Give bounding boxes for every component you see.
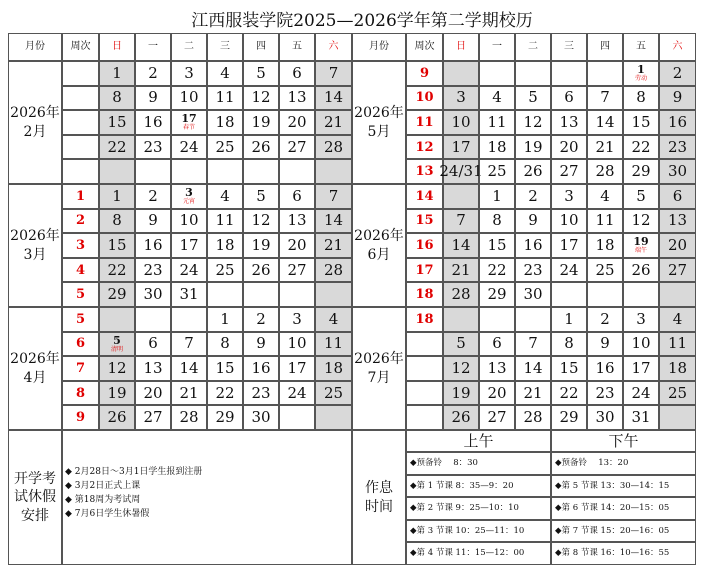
header-2: 日 [99, 33, 135, 61]
day-cell: 15 [551, 356, 587, 381]
day-cell: 26 [443, 405, 479, 430]
day-cell: 18 [207, 233, 243, 258]
day-cell: 31 [623, 405, 659, 430]
day-cell: 6 [551, 86, 587, 111]
day-cell [551, 282, 587, 307]
header-7: 五 [623, 33, 659, 61]
day-cell: 1 [207, 307, 243, 332]
day-cell: 27 [659, 258, 696, 283]
day-cell: 9 [587, 332, 623, 357]
header-1: 周次 [406, 33, 443, 61]
day-cell [659, 282, 696, 307]
day-cell: 12 [99, 356, 135, 381]
day-cell: 11 [207, 209, 243, 234]
day-cell: 10 [171, 86, 207, 111]
day-cell: 19 [515, 135, 551, 160]
page-title: 江西服装学院2025—2026学年第二学期校历 [191, 11, 533, 31]
day-cell: 29 [479, 282, 515, 307]
day-cell: 14 [587, 110, 623, 135]
day-cell: 4 [207, 61, 243, 86]
week-number: 13 [406, 159, 443, 184]
day-cell [279, 282, 315, 307]
header-6: 四 [243, 33, 279, 61]
month-label: 2026年 3月 [8, 184, 62, 307]
day-cell: 7 [315, 184, 352, 209]
day-cell: 18 [315, 356, 352, 381]
day-cell: 3 [279, 307, 315, 332]
day-cell: 24 [171, 135, 207, 160]
day-cell [623, 282, 659, 307]
header-5: 三 [551, 33, 587, 61]
header-1: 周次 [62, 33, 99, 61]
day-cell: 25 [207, 135, 243, 160]
day-cell: 4 [587, 184, 623, 209]
day-cell: 14 [315, 86, 352, 111]
week-number [406, 332, 443, 357]
day-cell: 13 [659, 209, 696, 234]
day-cell: 11 [479, 110, 515, 135]
schedule-morning-item: ◆第 4 节课 11：15—12：00 [406, 542, 551, 565]
day-cell: 21 [315, 233, 352, 258]
day-cell: 16 [135, 110, 171, 135]
day-cell: 22 [479, 258, 515, 283]
week-number: 17 [406, 258, 443, 283]
day-cell: 10 [551, 209, 587, 234]
day-cell: 8 [479, 209, 515, 234]
day-cell [443, 61, 479, 86]
schedule-afternoon-item: ◆第 5 节课 13：30—14：15 [551, 475, 696, 498]
header-0: 月份 [8, 33, 62, 61]
day-cell [135, 307, 171, 332]
header-3: 一 [135, 33, 171, 61]
day-cell [171, 159, 207, 184]
day-cell: 22 [99, 258, 135, 283]
day-cell: 26 [243, 135, 279, 160]
schedule-afternoon-item: ◆第 7 节课 15：20—16：05 [551, 520, 696, 543]
week-number: 2 [62, 209, 99, 234]
day-cell: 15 [99, 233, 135, 258]
day-cell: 7 [587, 86, 623, 111]
day-cell: 10 [171, 209, 207, 234]
day-cell: 6 [479, 332, 515, 357]
header-8: 六 [315, 33, 352, 61]
day-cell: 4 [479, 86, 515, 111]
day-cell [207, 159, 243, 184]
week-number: 3 [62, 233, 99, 258]
day-cell: 5 [243, 184, 279, 209]
day-cell: 19 [243, 110, 279, 135]
day-cell: 30 [135, 282, 171, 307]
day-cell: 13 [551, 110, 587, 135]
header-7: 五 [279, 33, 315, 61]
day-cell: 22 [551, 381, 587, 406]
day-cell: 15 [99, 110, 135, 135]
day-cell: 29 [207, 405, 243, 430]
note-item: ◆ 第18周为考试周 [65, 493, 351, 507]
month-label: 2026年 4月 [8, 307, 62, 430]
week-number: 12 [406, 135, 443, 160]
day-cell: 21 [587, 135, 623, 160]
day-cell: 28 [515, 405, 551, 430]
day-cell: 1 [551, 307, 587, 332]
day-cell: 6 [659, 184, 696, 209]
day-cell [443, 307, 479, 332]
day-cell: 23 [659, 135, 696, 160]
week-number: 9 [406, 61, 443, 86]
day-cell: 24 [279, 381, 315, 406]
day-cell: 21 [515, 381, 551, 406]
day-cell: 28 [443, 282, 479, 307]
day-cell: 17 [623, 356, 659, 381]
day-cell: 30 [659, 159, 696, 184]
day-cell: 13 [135, 356, 171, 381]
week-number: 14 [406, 184, 443, 209]
schedule-afternoon-item: ◆预备铃 13：20 [551, 452, 696, 475]
day-cell: 2 [659, 61, 696, 86]
afternoon-header: 下午 [551, 430, 696, 452]
day-cell: 19 [99, 381, 135, 406]
header-2: 日 [443, 33, 479, 61]
day-cell: 4 [315, 307, 352, 332]
week-number: 8 [62, 381, 99, 406]
header-8: 六 [659, 33, 696, 61]
day-cell [243, 282, 279, 307]
day-cell [551, 61, 587, 86]
day-cell: 24 [623, 381, 659, 406]
schedule-morning-item: ◆第 3 节课 10：25—11：10 [406, 520, 551, 543]
day-cell: 13 [479, 356, 515, 381]
week-number: 18 [406, 282, 443, 307]
day-cell: 2 [135, 184, 171, 209]
day-cell: 6 [279, 184, 315, 209]
note-item: ◆ 3月2日正式上课 [65, 479, 351, 493]
day-cell: 9 [243, 332, 279, 357]
day-cell [135, 159, 171, 184]
day-cell: 20 [659, 233, 696, 258]
day-cell [479, 61, 515, 86]
week-number: 1 [62, 184, 99, 209]
week-number: 16 [406, 233, 443, 258]
week-number: 6 [62, 332, 99, 357]
day-cell [279, 159, 315, 184]
day-cell: 8 [207, 332, 243, 357]
day-cell: 16 [587, 356, 623, 381]
day-cell: 30 [587, 405, 623, 430]
day-cell: 15 [207, 356, 243, 381]
day-cell: 13 [279, 86, 315, 111]
schedule-afternoon-item: ◆第 6 节课 14：20—15：05 [551, 497, 696, 520]
day-cell [315, 405, 352, 430]
day-cell: 8 [623, 86, 659, 111]
header-4: 二 [515, 33, 551, 61]
day-cell [243, 159, 279, 184]
day-cell: 17 春节 [171, 110, 207, 135]
day-cell: 21 [171, 381, 207, 406]
day-cell: 23 [135, 258, 171, 283]
week-number [62, 86, 99, 111]
day-cell: 11 [315, 332, 352, 357]
day-cell: 23 [515, 258, 551, 283]
day-cell: 17 [551, 233, 587, 258]
day-cell: 6 [279, 61, 315, 86]
day-cell: 16 [659, 110, 696, 135]
week-number [406, 405, 443, 430]
schedule-morning-item: ◆第 2 节课 9：25—10：10 [406, 497, 551, 520]
day-cell [587, 282, 623, 307]
week-number: 5 [62, 282, 99, 307]
day-cell: 25 [587, 258, 623, 283]
day-cell: 4 [207, 184, 243, 209]
day-cell: 11 [659, 332, 696, 357]
schedule-label: 作息 时间 [352, 430, 406, 565]
day-cell: 5 [243, 61, 279, 86]
day-cell: 6 [135, 332, 171, 357]
week-number [62, 159, 99, 184]
day-cell: 29 [99, 282, 135, 307]
day-cell: 9 [135, 209, 171, 234]
day-cell: 28 [587, 159, 623, 184]
day-cell: 8 [99, 86, 135, 111]
day-cell: 7 [443, 209, 479, 234]
day-cell: 1 劳动 [623, 61, 659, 86]
day-cell: 3 元宵 [171, 184, 207, 209]
day-cell: 10 [279, 332, 315, 357]
day-cell: 26 [623, 258, 659, 283]
day-cell: 16 [243, 356, 279, 381]
day-cell: 25 [315, 381, 352, 406]
day-cell: 3 [623, 307, 659, 332]
month-label: 2026年 6月 [352, 184, 406, 307]
day-cell: 12 [623, 209, 659, 234]
day-cell: 14 [443, 233, 479, 258]
day-cell [279, 405, 315, 430]
day-cell: 7 [315, 61, 352, 86]
day-cell [515, 307, 551, 332]
day-cell: 21 [443, 258, 479, 283]
day-cell: 30 [515, 282, 551, 307]
month-label: 2026年 7月 [352, 307, 406, 430]
day-cell [315, 282, 352, 307]
day-cell: 27 [551, 159, 587, 184]
header-5: 三 [207, 33, 243, 61]
day-cell: 23 [587, 381, 623, 406]
week-number [62, 110, 99, 135]
notes-box [62, 430, 352, 565]
month-label: 2026年 5月 [352, 61, 406, 184]
day-cell: 20 [479, 381, 515, 406]
day-cell: 18 [659, 356, 696, 381]
arrangement-label: 开学考 试休假 安排 [8, 430, 62, 565]
schedule-morning-item: ◆第 1 节课 8：35—9：20 [406, 475, 551, 498]
day-cell: 26 [243, 258, 279, 283]
header-6: 四 [587, 33, 623, 61]
day-cell: 1 [479, 184, 515, 209]
day-cell: 22 [99, 135, 135, 160]
day-cell: 29 [551, 405, 587, 430]
day-cell [99, 159, 135, 184]
week-number: 7 [62, 356, 99, 381]
week-number: 10 [406, 86, 443, 111]
week-number: 15 [406, 209, 443, 234]
day-cell: 18 [207, 110, 243, 135]
day-cell: 26 [99, 405, 135, 430]
day-cell: 5 [515, 86, 551, 111]
day-cell: 20 [279, 110, 315, 135]
week-number [406, 356, 443, 381]
day-cell: 27 [479, 405, 515, 430]
day-cell: 4 [659, 307, 696, 332]
day-cell: 20 [279, 233, 315, 258]
day-cell: 19 端午 [623, 233, 659, 258]
day-cell: 26 [515, 159, 551, 184]
day-cell: 10 [443, 110, 479, 135]
header-0: 月份 [352, 33, 406, 61]
day-cell: 7 [171, 332, 207, 357]
week-number [62, 135, 99, 160]
day-cell [659, 405, 696, 430]
day-cell: 28 [315, 258, 352, 283]
day-cell: 20 [551, 135, 587, 160]
day-cell: 14 [171, 356, 207, 381]
day-cell: 9 [135, 86, 171, 111]
day-cell: 3 [551, 184, 587, 209]
day-cell [171, 307, 207, 332]
morning-header: 上午 [406, 430, 551, 452]
day-cell: 12 [443, 356, 479, 381]
day-cell: 8 [99, 209, 135, 234]
note-item: ◆ 2月28日～3月1日学生报到注册 [65, 465, 351, 479]
day-cell [207, 282, 243, 307]
day-cell: 1 [99, 184, 135, 209]
day-cell: 11 [587, 209, 623, 234]
day-cell: 3 [171, 61, 207, 86]
day-cell: 14 [315, 209, 352, 234]
day-cell: 7 [515, 332, 551, 357]
day-cell: 27 [279, 258, 315, 283]
week-number: 9 [62, 405, 99, 430]
day-cell: 17 [443, 135, 479, 160]
day-cell [443, 184, 479, 209]
day-cell: 5 [443, 332, 479, 357]
day-cell: 14 [515, 356, 551, 381]
day-cell: 18 [479, 135, 515, 160]
day-cell [479, 307, 515, 332]
day-cell: 22 [623, 135, 659, 160]
day-cell: 16 [135, 233, 171, 258]
week-number: 4 [62, 258, 99, 283]
day-cell: 27 [135, 405, 171, 430]
day-cell: 19 [243, 233, 279, 258]
day-cell: 24 [551, 258, 587, 283]
day-cell: 3 [443, 86, 479, 111]
schedule-afternoon-item: ◆第 8 节课 16：10—16：55 [551, 542, 696, 565]
day-cell: 12 [243, 209, 279, 234]
header-3: 一 [479, 33, 515, 61]
day-cell: 12 [243, 86, 279, 111]
day-cell: 21 [315, 110, 352, 135]
day-cell: 23 [135, 135, 171, 160]
day-cell: 2 [135, 61, 171, 86]
day-cell [515, 61, 551, 86]
day-cell: 13 [279, 209, 315, 234]
day-cell: 11 [207, 86, 243, 111]
day-cell: 25 [207, 258, 243, 283]
day-cell: 17 [279, 356, 315, 381]
day-cell [315, 159, 352, 184]
week-number [62, 61, 99, 86]
day-cell: 28 [315, 135, 352, 160]
day-cell: 15 [623, 110, 659, 135]
day-cell: 2 [515, 184, 551, 209]
day-cell: 2 [243, 307, 279, 332]
day-cell: 25 [659, 381, 696, 406]
note-item: ◆ 7月6日学生休暑假 [65, 507, 351, 521]
day-cell: 8 [551, 332, 587, 357]
week-number: 18 [406, 307, 443, 332]
day-cell: 17 [171, 233, 207, 258]
day-cell: 24 [171, 258, 207, 283]
day-cell: 19 [443, 381, 479, 406]
day-cell [587, 61, 623, 86]
day-cell: 25 [479, 159, 515, 184]
day-cell [99, 307, 135, 332]
day-cell: 22 [207, 381, 243, 406]
day-cell: 27 [279, 135, 315, 160]
day-cell: 31 [171, 282, 207, 307]
day-cell: 10 [623, 332, 659, 357]
day-cell: 9 [659, 86, 696, 111]
day-cell: 24/31 [443, 159, 479, 184]
week-number: 5 [62, 307, 99, 332]
day-cell: 2 [587, 307, 623, 332]
day-cell: 18 [587, 233, 623, 258]
header-4: 二 [171, 33, 207, 61]
day-cell: 23 [243, 381, 279, 406]
day-cell: 12 [515, 110, 551, 135]
day-cell: 15 [479, 233, 515, 258]
day-cell: 1 [99, 61, 135, 86]
day-cell: 30 [243, 405, 279, 430]
month-label: 2026年 2月 [8, 61, 62, 184]
day-cell: 28 [171, 405, 207, 430]
day-cell: 16 [515, 233, 551, 258]
day-cell: 20 [135, 381, 171, 406]
day-cell: 9 [515, 209, 551, 234]
week-number: 11 [406, 110, 443, 135]
day-cell: 29 [623, 159, 659, 184]
day-cell: 5 [623, 184, 659, 209]
week-number [406, 381, 443, 406]
day-cell: 5 清明 [99, 332, 135, 357]
schedule-morning-item: ◆预备铃 8：30 [406, 452, 551, 475]
